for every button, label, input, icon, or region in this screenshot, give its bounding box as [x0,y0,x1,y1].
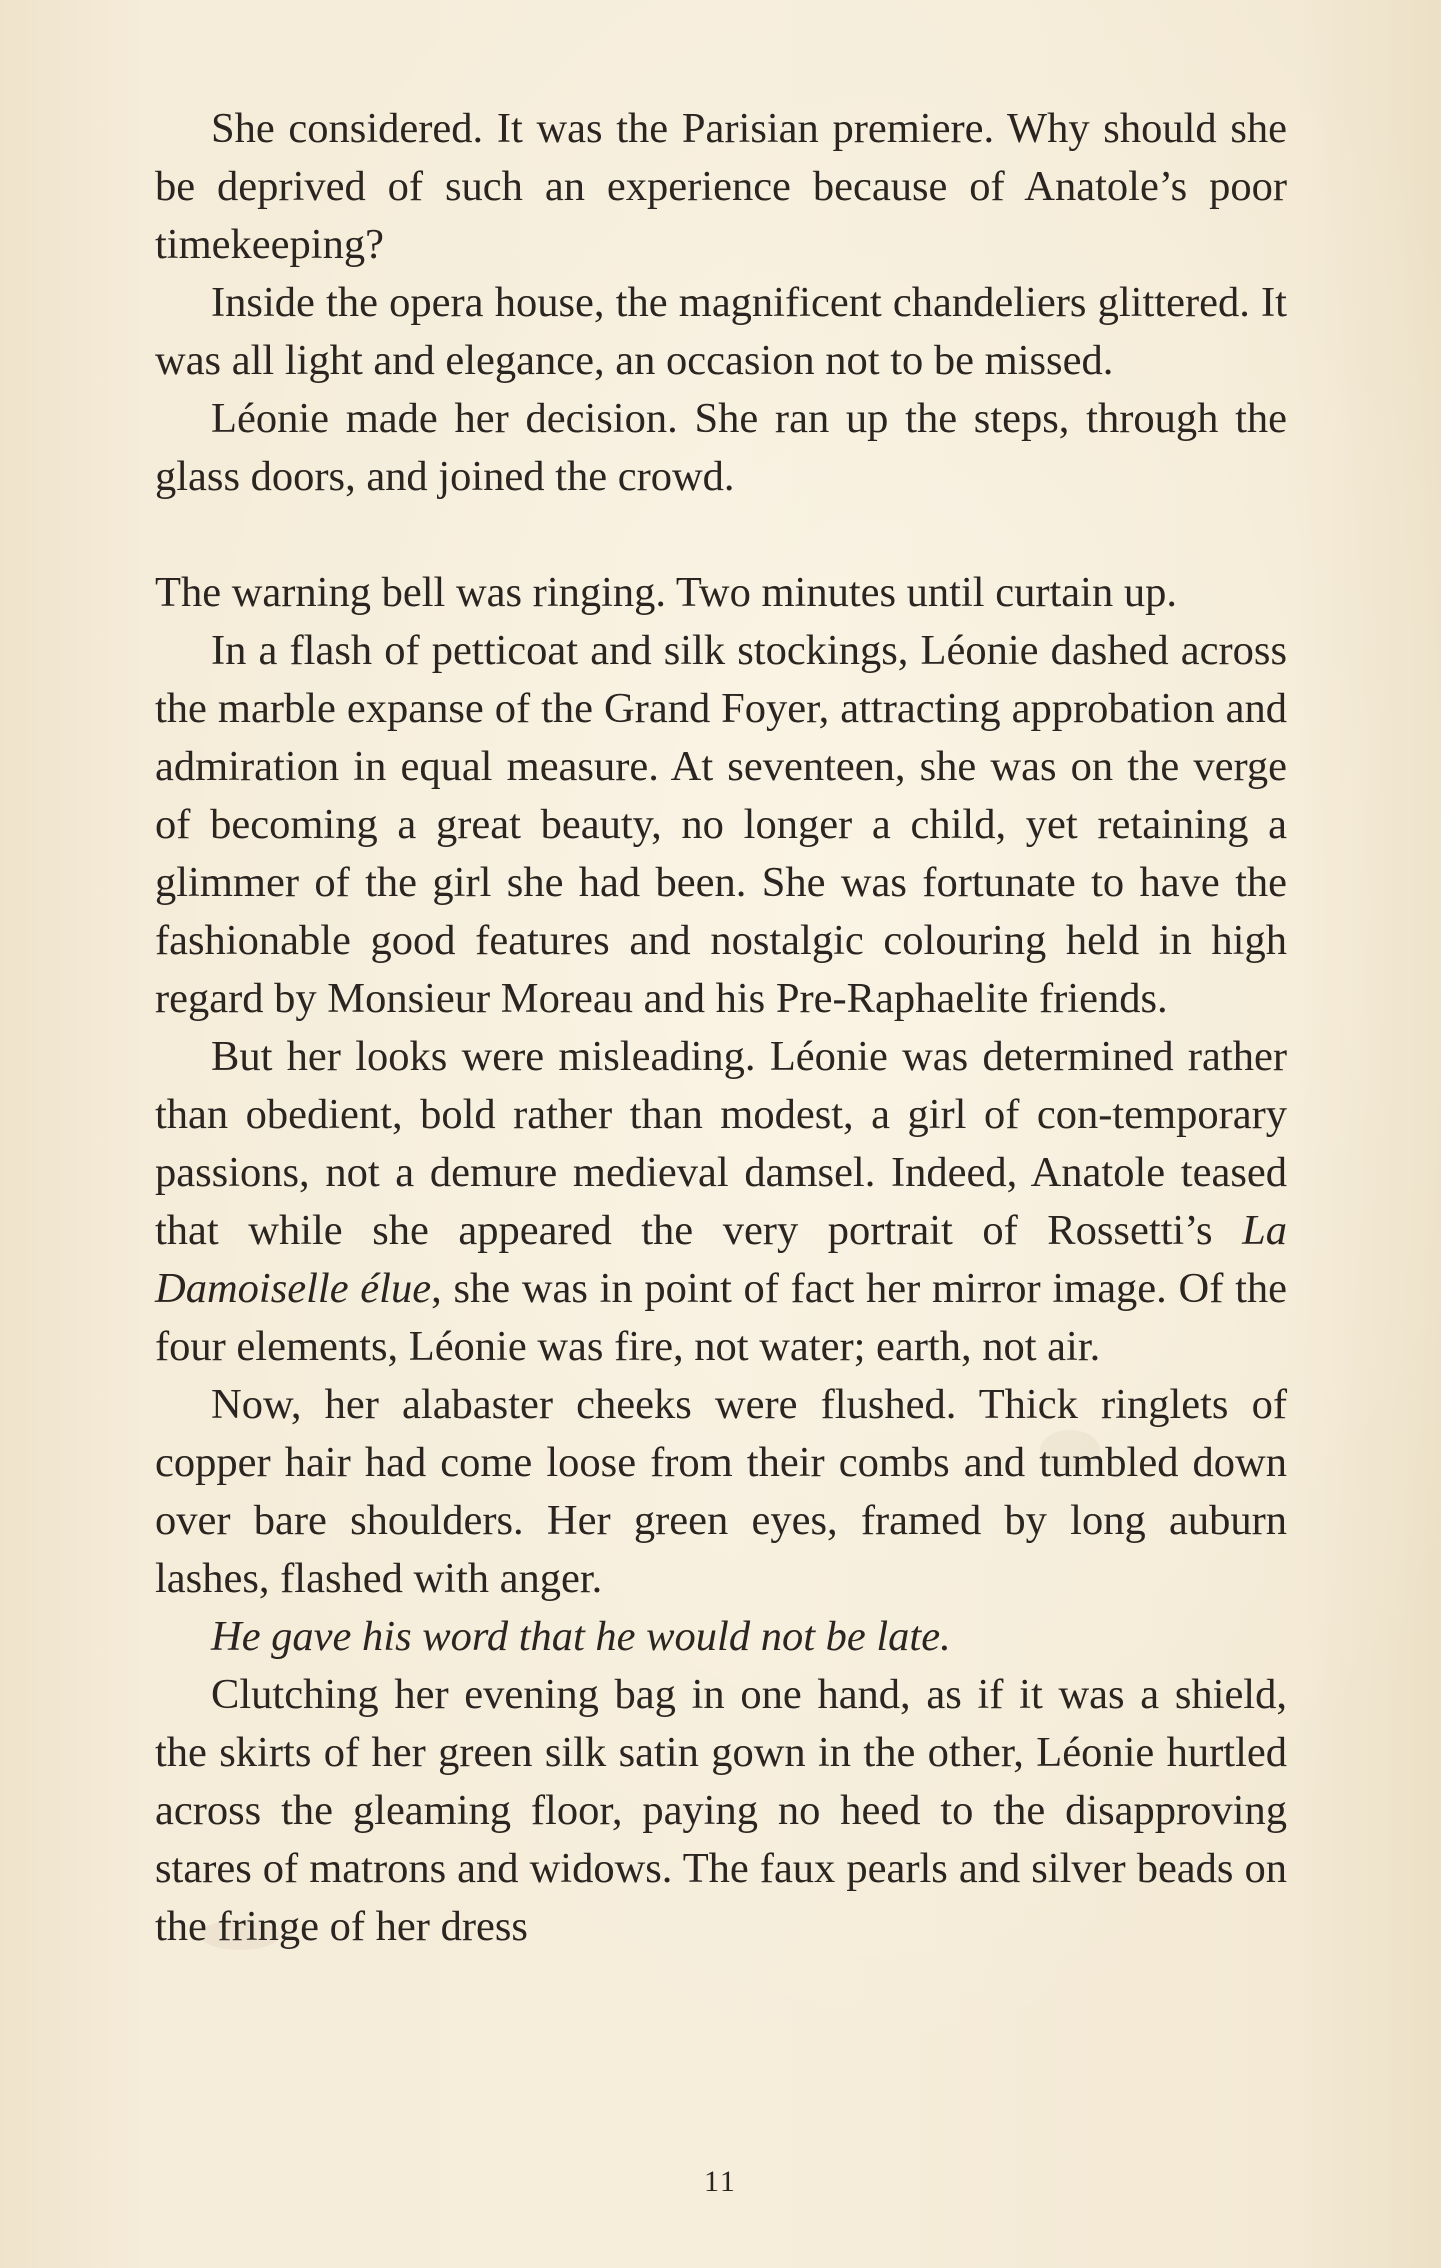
paragraph [155,1666,1287,1956]
paragraph [155,622,1287,1028]
text-run: She considered. It was the Parisian premiere. Why should she be deprived of such an experience because of Anatole’s poor timekeeping? [155,105,1287,268]
paragraph [155,390,1287,506]
section-break [155,506,1287,564]
italic-title: La Damoiselle élue [155,1207,1287,1312]
body-text [155,100,1287,1956]
italic-thought: He gave his word that he would not be late. [211,1613,951,1660]
paragraph [155,1376,1287,1608]
text-run: The warning bell was ringing. Two minutes until curtain up. [155,569,1177,616]
page-number: 11 [704,2165,737,2198]
text-run: Inside the opera house, the magnificent chandeliers glittered. It was all light and elegance, an occasion not to be missed. [155,279,1287,384]
text-run: But her looks were misleading. Léonie was determined rather than obedient, bold rather than modest, a girl of con-temporary passions, not a demure medieval damsel. Indeed, Anatole teased that while she appeared the very portrait of Rossetti’s [155,1033,1287,1254]
paragraph [155,274,1287,390]
text-run: Clutching her evening bag in one hand, as if it was a shield, the skirts of her green silk satin gown in the other, Léonie hurtled across the gleaming floor, paying no heed to the disapproving stares of matrons and widows. The faux pearls and silver beads on the fringe of her dress [155,1671,1287,1950]
text-run: In a flash of petticoat and silk stockings, Léonie dashed across the marble expanse of the Grand Foyer, attracting approbation and admiration in equal measure. At seventeen, she was on the verge of becoming a great beauty, no longer a child, yet retaining a glimmer of the girl she had been. She was fortunate to have the fashionable good features and nostalgic colouring held in high regard by Monsieur Moreau and his Pre-Raphaelite friends. [155,627,1287,1022]
text-run: Léonie made her decision. She ran up the steps, through the glass doors, and joined the crowd. [155,395,1287,500]
text-run: Now, her alabaster cheeks were flushed. Thick ringlets of copper hair had come loose from their combs and tumbled down over bare shoulders. Her green eyes, framed by long auburn lashes, flashed with anger. [155,1381,1287,1602]
paragraph [155,100,1287,274]
paragraph [155,1028,1287,1376]
paragraph [155,1608,1287,1666]
paragraph [155,564,1287,622]
text-run: , she was in point of fact her mirror image. Of the four elements, Léonie was fire, not water; earth, not air. [155,1265,1288,1370]
